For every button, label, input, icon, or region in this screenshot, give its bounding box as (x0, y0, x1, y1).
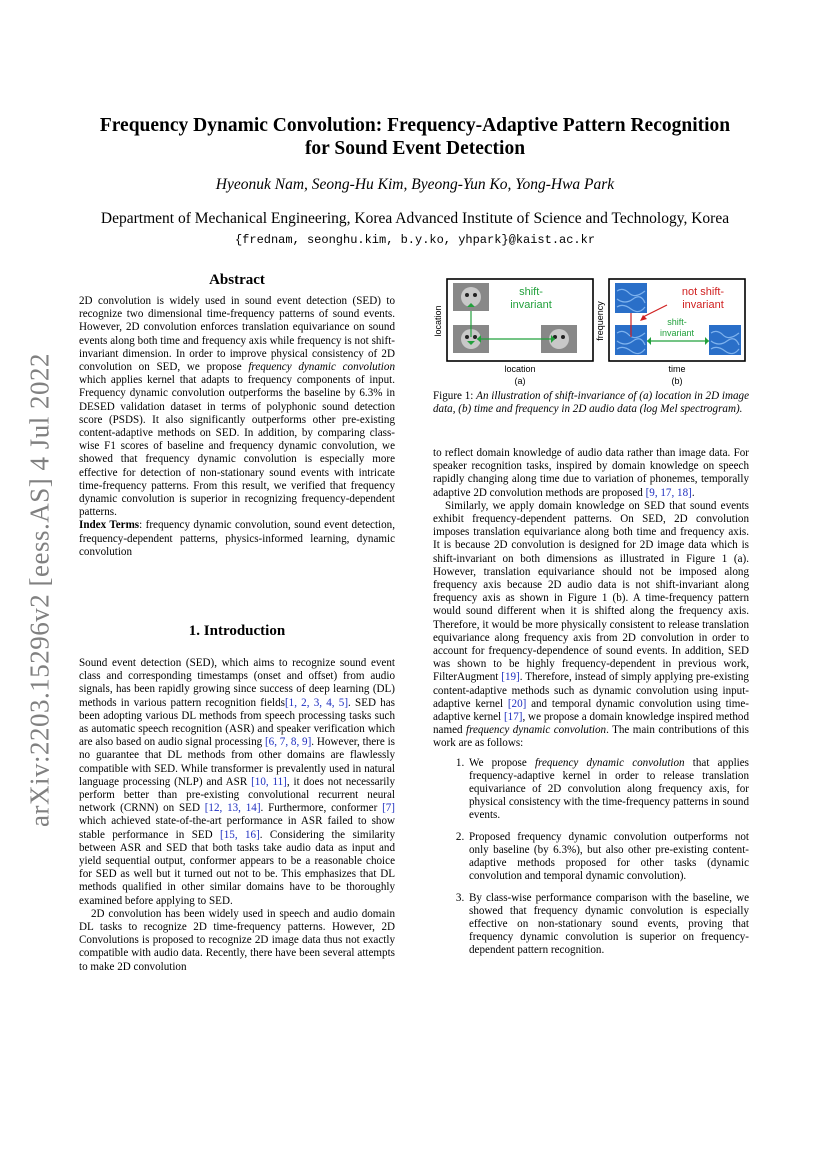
citation-link[interactable]: [1, 2, 3, 4, 5] (284, 696, 349, 709)
intro-heading: 1. Introduction (188, 623, 286, 639)
right-paragraph-1: to reflect domain knowledge of audio data rather than image data. For speaker recognition tasks, inspired by domain knowledge on speech rapidly changing along time due to variation of phonemes, temporally adaptive 2D convolution methods are proposed [9, 17, 18]. (433, 447, 749, 499)
axis-location-y: location (433, 305, 443, 337)
citation-link[interactable]: [7] (382, 802, 395, 815)
title-line-1: Frequency Dynamic Convolution: Frequency-Adaptive Pattern Recognition (99, 115, 731, 136)
subfigure-label-a: (a) (514, 376, 526, 386)
abstract-heading: Abstract (209, 272, 265, 288)
citation-link[interactable]: [9, 17, 18] (645, 486, 692, 499)
figure-caption: Figure 1: An illustration of shift-invariance of (a) location in 2D image data, (b) time and frequency in 2D audio data (log Mel spectrogram). (433, 390, 749, 416)
label-not-shift-invariant: not shift- (681, 286, 725, 298)
list-item: 3. By class-wise performance comparison with the baseline, we showed that frequency dynamic convolution is especially effective on non-stationary sound events, proving that frequency dynamic convolution is superior on frequency-dependent pattern recognition. (467, 892, 749, 958)
list-item: 1. We propose frequency dynamic convolution that applies frequency-adaptive kernel in order to release translation equivariance of 2D convolution along frequency axis, for physical consistency with the time-frequency patterns in sound events. (467, 757, 749, 823)
axis-frequency: frequency (595, 301, 605, 341)
svg-text:invariant: invariant (510, 299, 552, 311)
figure-1 (433, 277, 749, 387)
label-shift-invariant-a: shift- (519, 286, 543, 298)
subfigure-label-b: (b) (671, 376, 683, 386)
svg-text:invariant: invariant (682, 299, 724, 311)
axis-time: time (668, 364, 686, 374)
citation-link[interactable]: [19] (501, 671, 520, 684)
right-column-body (433, 447, 749, 966)
index-terms-label: Index Terms (79, 519, 140, 532)
citation-link[interactable]: [15, 16] (220, 828, 260, 841)
authors: Hyeonuk Nam, Seong-Hu Kim, Byeong-Yun Ko, Yong-Hwa Park (215, 176, 615, 193)
abstract-body: 2D convolution is widely used in sound event detection (SED) to recognize two dimensional time-frequency patterns of sound events. However, 2D convolution enforces translation equivariance on sound events along both time and frequency axis while frequency is not shift-invariant dimension. In order to improve physical consistency of 2D convolution on SED, we propose frequency dynamic convolution which applies kernel that adapts to frequency components of input. Frequency dynamic convolution outperforms the baseline by 6.3% in DESED validation dataset in terms of polyphonic sound detection score (PSDS). It also significantly outperforms other pre-existing content-adaptive methods on SED. In addition, by comparing class-wise F1 scores of baseline and frequency dynamic convolution, we showed that frequency dynamic convolution is especially more effective for detection of non-stationary sound events with intricate time-frequency patterns. From this result, we verified that frequency dynamic convolution is superior in recognizing frequency-dependent patterns. Index Terms: frequency dynamic convolution, sound event detection, frequency-dependent patterns, physics-informed learning, dynamic convolution (79, 295, 395, 558)
intro-paragraph-1: Sound event detection (SED), which aims to recognize sound event class and corresponding timestamps (onset and offset) from audio signals, has been rapidly growing since success of deep learning (DL) methods in various pattern recognition fields[1, 2, 3, 4, 5]. SED has been adopting various DL methods from speech processing tasks such as automatic speech recognition (ASR) and speaker verification which are also based on audio signal processing [6, 7, 8, 9]. However, there is no guarantee that DL methods from other domains are flawlessly compatible with SED. While transformer is prevalently used in natural language processing (NLP) and ASR [10, 11], it does not necessarily perform better than pre-existing convolutional recurrent neural network (CRNN) on SED [12, 13, 14]. Furthermore, conformer [7] which achieved state-of-the-art performance in ASR failed to show stable performance in SED [15, 16]. Considering the similarity between ASR and SED that both tasks take audio data as input and yield sequential output, conformer appears to be a reasonable choice for SED as well but it turned out not to be. This emphasizes that DL methods qualified in other similar domains have to be thoroughly examined before applying to SED. (79, 657, 396, 907)
affiliation: Department of Mechanical Engineering, Korea Advanced Institute of Science and Technology, Korea (100, 210, 730, 227)
citation-link[interactable]: [20] (507, 697, 527, 710)
paper-title (60, 114, 770, 160)
label-shift-invariant-b: shift- (667, 317, 687, 327)
citation-link[interactable]: [6, 7, 8, 9] (264, 736, 312, 749)
figure-panel-a (433, 279, 593, 386)
citation-link[interactable]: [10, 11] (251, 775, 287, 788)
intro-body (79, 657, 395, 974)
citation-link[interactable]: [12, 13, 14] (204, 802, 261, 815)
intro-paragraph-2: 2D convolution has been widely used in speech and audio domain DL tasks to recognize 2D time-frequency patterns. However, 2D Convolutions is proposed to recognize 2D image data thus not exactly compatible with audio data. Recently, there have been several attempts to make 2D convolution (79, 907, 395, 973)
right-paragraph-2: Similarly, we apply domain knowledge on SED that sound events exhibit frequency-dependent patterns. On SED, 2D convolution imposes translation equivariance along both time and frequency axis. It is because 2D convolution is designed for 2D image data which is shift-invariant on both dimensions as illustrated in Figure 1 (a). However, translation equivariance should not be imposed along frequency axis because 2D audio data is not shift-invariant along frequency axis as shown in Figure 1 (b). A time-frequency pattern would sound different when it is shifted along the frequency axis. Therefore, it would be more physically consistent to release translation equivariance along frequency axis from 2D convolution in order to account for frequency-dependence of sound events. In addition, SED was shown to be highly frequency-dependent in previous work, FilterAugment [19]. Therefore, instead of simply applying pre-existing content-adaptive methods such as dynamic convolution using input-adaptive kernel [20] and temporal dynamic convolution using time-adaptive kernel [17], we propose a domain knowledge inspired method named frequency dynamic convolution. The main contributions of this work are as follows: (433, 499, 750, 750)
citation-link[interactable]: [17] (503, 711, 523, 724)
list-item: 2. Proposed frequency dynamic convolution outperforms not only baseline (by 6.3%), but also other pre-existing content-adaptive methods proposed for other tasks (dynamic convolution and temporal dynamic convolution). (467, 831, 749, 884)
title-line-2: for Sound Event Detection (304, 138, 526, 159)
emails: {frednam, seonghu.kim, b.y.ko, yhpark}@kaist.ac.kr (234, 233, 596, 247)
axis-location-x: location (504, 364, 536, 374)
svg-text:invariant: invariant (659, 328, 695, 338)
arxiv-identifier: arXiv:2203.15296v2 [eess.AS] 4 Jul 2022 (24, 353, 55, 827)
arxiv-sidebar (18, 353, 62, 827)
contributions-list (433, 757, 749, 958)
figure-panel-b (595, 279, 745, 386)
